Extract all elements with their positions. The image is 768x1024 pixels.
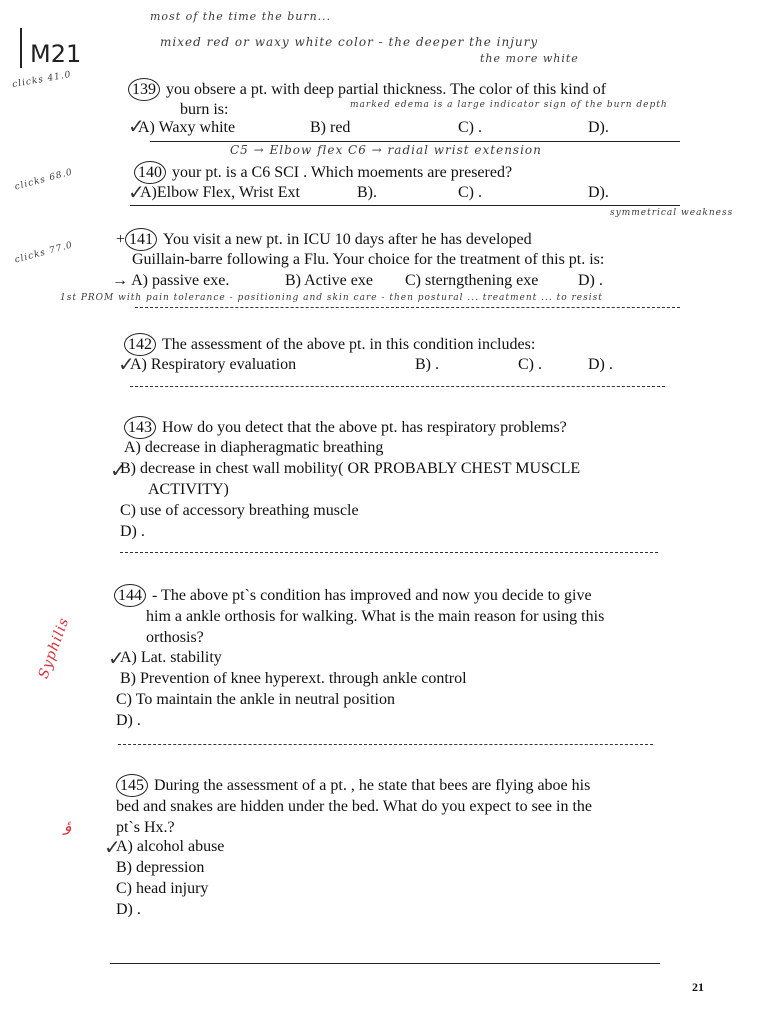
checkmark-icon: ✓ [108, 646, 125, 670]
question-145-line2: bed and snakes are hidden under the bed. What do you expect to see in the [116, 798, 592, 815]
option-a: A) Respiratory evaluation [130, 356, 297, 373]
checkmark-icon: ✓ [104, 835, 121, 859]
handwritten-note-140-right: symmetrical weakness [610, 208, 734, 218]
question-139 [128, 78, 606, 101]
divider [130, 205, 680, 206]
option-d: D). [588, 119, 609, 136]
option-d: D) . [116, 901, 141, 918]
divider [120, 552, 658, 553]
question-text: You visit a new pt. in ICU 10 days after he has developed [163, 231, 532, 248]
question-number: 145 [116, 774, 148, 797]
handwritten-note-139: marked edema is a large indicator sign of the burn depth [350, 100, 668, 110]
option-b: B) depression [116, 859, 205, 876]
option-d: D) . [588, 356, 613, 373]
question-text: During the assessment of a pt. , he state that bees are flying aboe his [154, 777, 591, 794]
page-label: M21 [30, 40, 82, 68]
question-text: you obsere a pt. with deep partial thickness. The color of this kind of [166, 81, 607, 98]
question-145 [116, 774, 590, 797]
question-number: 143 [124, 416, 156, 439]
question-number: 139 [128, 78, 160, 101]
option-c: C) . [518, 356, 542, 373]
option-b: B). [357, 184, 377, 201]
red-mark: ؤ [64, 816, 72, 835]
divider [150, 141, 680, 142]
option-b: B) . [415, 356, 439, 373]
option-d: D). [588, 184, 609, 201]
margin-mark [20, 28, 22, 68]
question-144-line3: orthosis? [146, 629, 204, 646]
page-number: 21 [692, 980, 704, 994]
option-b: B) decrease in chest wall mobility( OR PROBABLY CHEST MUSCLE [120, 460, 581, 477]
checkmark-icon: ✓ [118, 352, 135, 376]
handwritten-note-top: most of the time the burn... [150, 10, 332, 23]
checkmark-icon: ✓ [128, 114, 145, 138]
option-d: D) . [116, 712, 141, 729]
option-b-continued: ACTIVITY) [148, 481, 229, 498]
question-number: 140 [134, 161, 166, 184]
handwritten-note-140: C5 → Elbow flex C6 → radial wrist extension [230, 143, 542, 157]
checkmark-icon: ✓ [128, 180, 145, 204]
handwritten-note-second: mixed red or waxy white color - the deeper the injury [160, 35, 539, 49]
option-c: C) head injury [116, 880, 209, 897]
question-number: 142 [124, 333, 156, 356]
option-c: C) sterngthening exe [405, 272, 539, 289]
question-number: 144 [114, 584, 146, 607]
option-c: C) . [458, 184, 482, 201]
margin-note-red: Syphilis [35, 615, 73, 681]
question-text: How do you detect that the above pt. has respiratory problems? [162, 419, 567, 436]
option-d: D) . [578, 272, 603, 289]
option-a: A) decrease in diapheragmatic breathing [124, 439, 384, 456]
option-c: C) . [458, 119, 482, 136]
arrow-icon: → [112, 272, 128, 289]
divider [118, 744, 653, 745]
question-139-line2: burn is: [180, 101, 229, 118]
footer-rule [110, 963, 660, 964]
option-a: A) Waxy white [138, 119, 236, 136]
question-text: The assessment of the above pt. in this condition includes: [162, 336, 536, 353]
question-141: + 141 You visit a new pt. in ICU 10 days after he has developed [116, 228, 532, 251]
option-d: D) . [120, 523, 145, 540]
checkmark-icon: ✓ [110, 458, 127, 482]
option-b: B) Prevention of knee hyperext. through ankle control [120, 670, 467, 687]
question-140 [134, 161, 512, 184]
option-a: A) Lat. stability [120, 649, 222, 666]
question-144-line2: him a ankle orthosis for walking. What is the main reason for using this [146, 608, 605, 625]
margin-note-3: clicks 77.0 [13, 240, 75, 266]
divider [135, 307, 680, 308]
question-145-line3: pt`s Hx.? [116, 819, 175, 836]
question-141-line2: Guillain-barre following a Flu. Your choice for the treatment of this pt. is: [132, 251, 605, 268]
question-143 [124, 416, 567, 439]
option-a: A) alcohol abuse [116, 838, 225, 855]
option-c: C) To maintain the ankle in neutral position [116, 691, 395, 708]
divider [130, 386, 665, 387]
option-c: C) use of accessory breathing muscle [120, 502, 359, 519]
option-a: A)Elbow Flex, Wrist Ext [140, 184, 300, 201]
option-b: B) red [310, 119, 351, 136]
question-text: - The above pt`s condition has improved and now you decide to give [152, 587, 592, 604]
question-number: 141 [125, 228, 157, 251]
handwritten-note-141: 1st PROM with pain tolerance - positioning and skin care - then postural ... treatment ... to resist [60, 293, 603, 303]
question-142 [124, 333, 535, 356]
option-b: B) Active exe [285, 272, 373, 289]
option-a-label: A) passive exe. [131, 272, 230, 289]
option-a [112, 272, 229, 290]
margin-note-2: clicks 68.0 [13, 167, 75, 193]
question-text: your pt. is a C6 SCI . Which moements are presered? [172, 164, 513, 181]
question-144 [114, 584, 592, 607]
handwritten-note-third: the more white [480, 52, 579, 65]
margin-note-1: clicks 41.0 [11, 69, 73, 91]
